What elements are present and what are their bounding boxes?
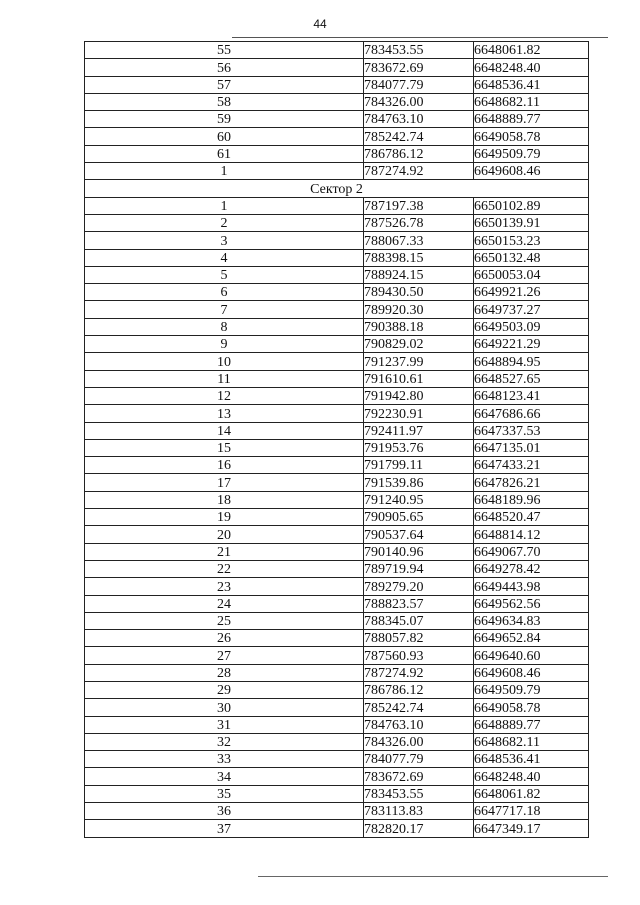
table-row: [85, 42, 589, 59]
x-coordinate: 783453.55: [364, 42, 474, 59]
x-coordinate: 787197.38: [364, 197, 474, 214]
table-row: [85, 197, 589, 214]
y-coordinate: 6650053.04: [474, 266, 589, 283]
top-rule: [232, 37, 608, 38]
x-coordinate: 789430.50: [364, 284, 474, 301]
point-number: 18: [85, 491, 364, 508]
point-number: 20: [85, 526, 364, 543]
y-coordinate: 6650102.89: [474, 197, 589, 214]
x-coordinate: 791240.95: [364, 491, 474, 508]
table-row: [85, 768, 589, 785]
table-row: [85, 232, 589, 249]
y-coordinate: 6648061.82: [474, 785, 589, 802]
x-coordinate: 785242.74: [364, 128, 474, 145]
y-coordinate: 6647337.53: [474, 422, 589, 439]
y-coordinate: 6647433.21: [474, 457, 589, 474]
point-number: 24: [85, 595, 364, 612]
table-row: [85, 681, 589, 698]
y-coordinate: 6649067.70: [474, 543, 589, 560]
bottom-rule: [258, 876, 608, 877]
y-coordinate: 6650139.91: [474, 214, 589, 231]
x-coordinate: 788398.15: [364, 249, 474, 266]
table-row: [85, 214, 589, 231]
point-number: 6: [85, 284, 364, 301]
y-coordinate: 6649634.83: [474, 612, 589, 629]
x-coordinate: 790537.64: [364, 526, 474, 543]
y-coordinate: 6648123.41: [474, 387, 589, 404]
y-coordinate: 6649509.79: [474, 681, 589, 698]
x-coordinate: 790905.65: [364, 509, 474, 526]
y-coordinate: 6648536.41: [474, 76, 589, 93]
y-coordinate: 6649640.60: [474, 647, 589, 664]
x-coordinate: 787274.92: [364, 163, 474, 180]
table-row: [85, 457, 589, 474]
y-coordinate: 6650153.23: [474, 232, 589, 249]
y-coordinate: 6649221.29: [474, 336, 589, 353]
table-row: [85, 560, 589, 577]
point-number: 26: [85, 630, 364, 647]
table-row: [85, 370, 589, 387]
point-number: 23: [85, 578, 364, 595]
x-coordinate: 787560.93: [364, 647, 474, 664]
table-section-after: [85, 197, 589, 837]
point-number: 8: [85, 318, 364, 335]
point-number: 36: [85, 803, 364, 820]
x-coordinate: 784763.10: [364, 111, 474, 128]
y-coordinate: 6649608.46: [474, 163, 589, 180]
y-coordinate: 6649278.42: [474, 560, 589, 577]
x-coordinate: 788057.82: [364, 630, 474, 647]
table-row: [85, 785, 589, 802]
coordinates-table: [84, 41, 589, 838]
sector-title: Сектор 2: [85, 180, 589, 197]
point-number: 25: [85, 612, 364, 629]
point-number: 60: [85, 128, 364, 145]
x-coordinate: 783453.55: [364, 785, 474, 802]
point-number: 21: [85, 543, 364, 560]
point-number: 3: [85, 232, 364, 249]
point-number: 57: [85, 76, 364, 93]
x-coordinate: 791953.76: [364, 439, 474, 456]
point-number: 34: [85, 768, 364, 785]
point-number: 58: [85, 93, 364, 110]
table-section-before: [85, 42, 589, 180]
y-coordinate: 6648682.11: [474, 93, 589, 110]
point-number: 15: [85, 439, 364, 456]
x-coordinate: 787526.78: [364, 214, 474, 231]
x-coordinate: 788345.07: [364, 612, 474, 629]
point-number: 1: [85, 197, 364, 214]
y-coordinate: 6649608.46: [474, 664, 589, 681]
x-coordinate: 784763.10: [364, 716, 474, 733]
table-row: [85, 353, 589, 370]
table-row: [85, 526, 589, 543]
table-row: [85, 491, 589, 508]
point-number: 56: [85, 59, 364, 76]
point-number: 2: [85, 214, 364, 231]
point-number: 37: [85, 820, 364, 837]
y-coordinate: 6647349.17: [474, 820, 589, 837]
table-row: [85, 59, 589, 76]
table-row: [85, 509, 589, 526]
x-coordinate: 783672.69: [364, 59, 474, 76]
point-number: 7: [85, 301, 364, 318]
table-row: [85, 163, 589, 180]
table-row: [85, 422, 589, 439]
point-number: 22: [85, 560, 364, 577]
x-coordinate: 786786.12: [364, 681, 474, 698]
point-number: 13: [85, 405, 364, 422]
x-coordinate: 790829.02: [364, 336, 474, 353]
y-coordinate: 6649503.09: [474, 318, 589, 335]
table-row: [85, 578, 589, 595]
table-row: [85, 630, 589, 647]
y-coordinate: 6648889.77: [474, 716, 589, 733]
x-coordinate: 791539.86: [364, 474, 474, 491]
x-coordinate: 789279.20: [364, 578, 474, 595]
table-row: [85, 803, 589, 820]
point-number: 35: [85, 785, 364, 802]
table-row: [85, 664, 589, 681]
x-coordinate: 792230.91: [364, 405, 474, 422]
y-coordinate: 6648061.82: [474, 42, 589, 59]
point-number: 5: [85, 266, 364, 283]
table-row: [85, 699, 589, 716]
x-coordinate: 784326.00: [364, 733, 474, 750]
x-coordinate: 790388.18: [364, 318, 474, 335]
y-coordinate: 6648682.11: [474, 733, 589, 750]
y-coordinate: 6649562.56: [474, 595, 589, 612]
x-coordinate: 788823.57: [364, 595, 474, 612]
point-number: 1: [85, 163, 364, 180]
table-row: [85, 474, 589, 491]
x-coordinate: 791799.11: [364, 457, 474, 474]
table-row: [85, 612, 589, 629]
x-coordinate: 788924.15: [364, 266, 474, 283]
y-coordinate: 6650132.48: [474, 249, 589, 266]
point-number: 11: [85, 370, 364, 387]
y-coordinate: 6648889.77: [474, 111, 589, 128]
x-coordinate: 783113.83: [364, 803, 474, 820]
x-coordinate: 784077.79: [364, 76, 474, 93]
y-coordinate: 6648248.40: [474, 59, 589, 76]
x-coordinate: 784077.79: [364, 751, 474, 768]
table-row: [85, 76, 589, 93]
table-row: [85, 733, 589, 750]
point-number: 28: [85, 664, 364, 681]
table-row: [85, 128, 589, 145]
y-coordinate: 6647717.18: [474, 803, 589, 820]
point-number: 4: [85, 249, 364, 266]
table-row: [85, 820, 589, 837]
x-coordinate: 790140.96: [364, 543, 474, 560]
x-coordinate: 783672.69: [364, 768, 474, 785]
page-number: 44: [313, 17, 327, 31]
table-row: [85, 145, 589, 162]
table-row: [85, 751, 589, 768]
y-coordinate: 6649058.78: [474, 128, 589, 145]
sector-header-section: [85, 180, 589, 197]
table-row: [85, 716, 589, 733]
x-coordinate: 788067.33: [364, 232, 474, 249]
point-number: 31: [85, 716, 364, 733]
point-number: 10: [85, 353, 364, 370]
x-coordinate: 791610.61: [364, 370, 474, 387]
point-number: 14: [85, 422, 364, 439]
x-coordinate: 792411.97: [364, 422, 474, 439]
point-number: 16: [85, 457, 364, 474]
table-row: [85, 318, 589, 335]
point-number: 30: [85, 699, 364, 716]
point-number: 61: [85, 145, 364, 162]
y-coordinate: 6648520.47: [474, 509, 589, 526]
table-row: [85, 266, 589, 283]
table-row: [85, 249, 589, 266]
point-number: 12: [85, 387, 364, 404]
point-number: 29: [85, 681, 364, 698]
table-row: [85, 284, 589, 301]
x-coordinate: 782820.17: [364, 820, 474, 837]
point-number: 19: [85, 509, 364, 526]
table-row: [85, 647, 589, 664]
y-coordinate: 6649652.84: [474, 630, 589, 647]
x-coordinate: 784326.00: [364, 93, 474, 110]
y-coordinate: 6647135.01: [474, 439, 589, 456]
point-number: 59: [85, 111, 364, 128]
table-row: [85, 111, 589, 128]
point-number: 17: [85, 474, 364, 491]
table-row: [85, 93, 589, 110]
point-number: 55: [85, 42, 364, 59]
sector-header-row: [85, 180, 589, 197]
x-coordinate: 791942.80: [364, 387, 474, 404]
point-number: 32: [85, 733, 364, 750]
y-coordinate: 6648894.95: [474, 353, 589, 370]
point-number: 27: [85, 647, 364, 664]
table-row: [85, 336, 589, 353]
table-row: [85, 439, 589, 456]
y-coordinate: 6649737.27: [474, 301, 589, 318]
x-coordinate: 786786.12: [364, 145, 474, 162]
table-row: [85, 387, 589, 404]
y-coordinate: 6648189.96: [474, 491, 589, 508]
x-coordinate: 789920.30: [364, 301, 474, 318]
table-row: [85, 543, 589, 560]
x-coordinate: 787274.92: [364, 664, 474, 681]
y-coordinate: 6648814.12: [474, 526, 589, 543]
table-row: [85, 405, 589, 422]
y-coordinate: 6649921.26: [474, 284, 589, 301]
y-coordinate: 6647826.21: [474, 474, 589, 491]
y-coordinate: 6649443.98: [474, 578, 589, 595]
table-row: [85, 595, 589, 612]
x-coordinate: 785242.74: [364, 699, 474, 716]
table-row: [85, 301, 589, 318]
point-number: 9: [85, 336, 364, 353]
y-coordinate: 6648527.65: [474, 370, 589, 387]
y-coordinate: 6648536.41: [474, 751, 589, 768]
x-coordinate: 789719.94: [364, 560, 474, 577]
y-coordinate: 6649509.79: [474, 145, 589, 162]
y-coordinate: 6647686.66: [474, 405, 589, 422]
x-coordinate: 791237.99: [364, 353, 474, 370]
y-coordinate: 6649058.78: [474, 699, 589, 716]
y-coordinate: 6648248.40: [474, 768, 589, 785]
point-number: 33: [85, 751, 364, 768]
